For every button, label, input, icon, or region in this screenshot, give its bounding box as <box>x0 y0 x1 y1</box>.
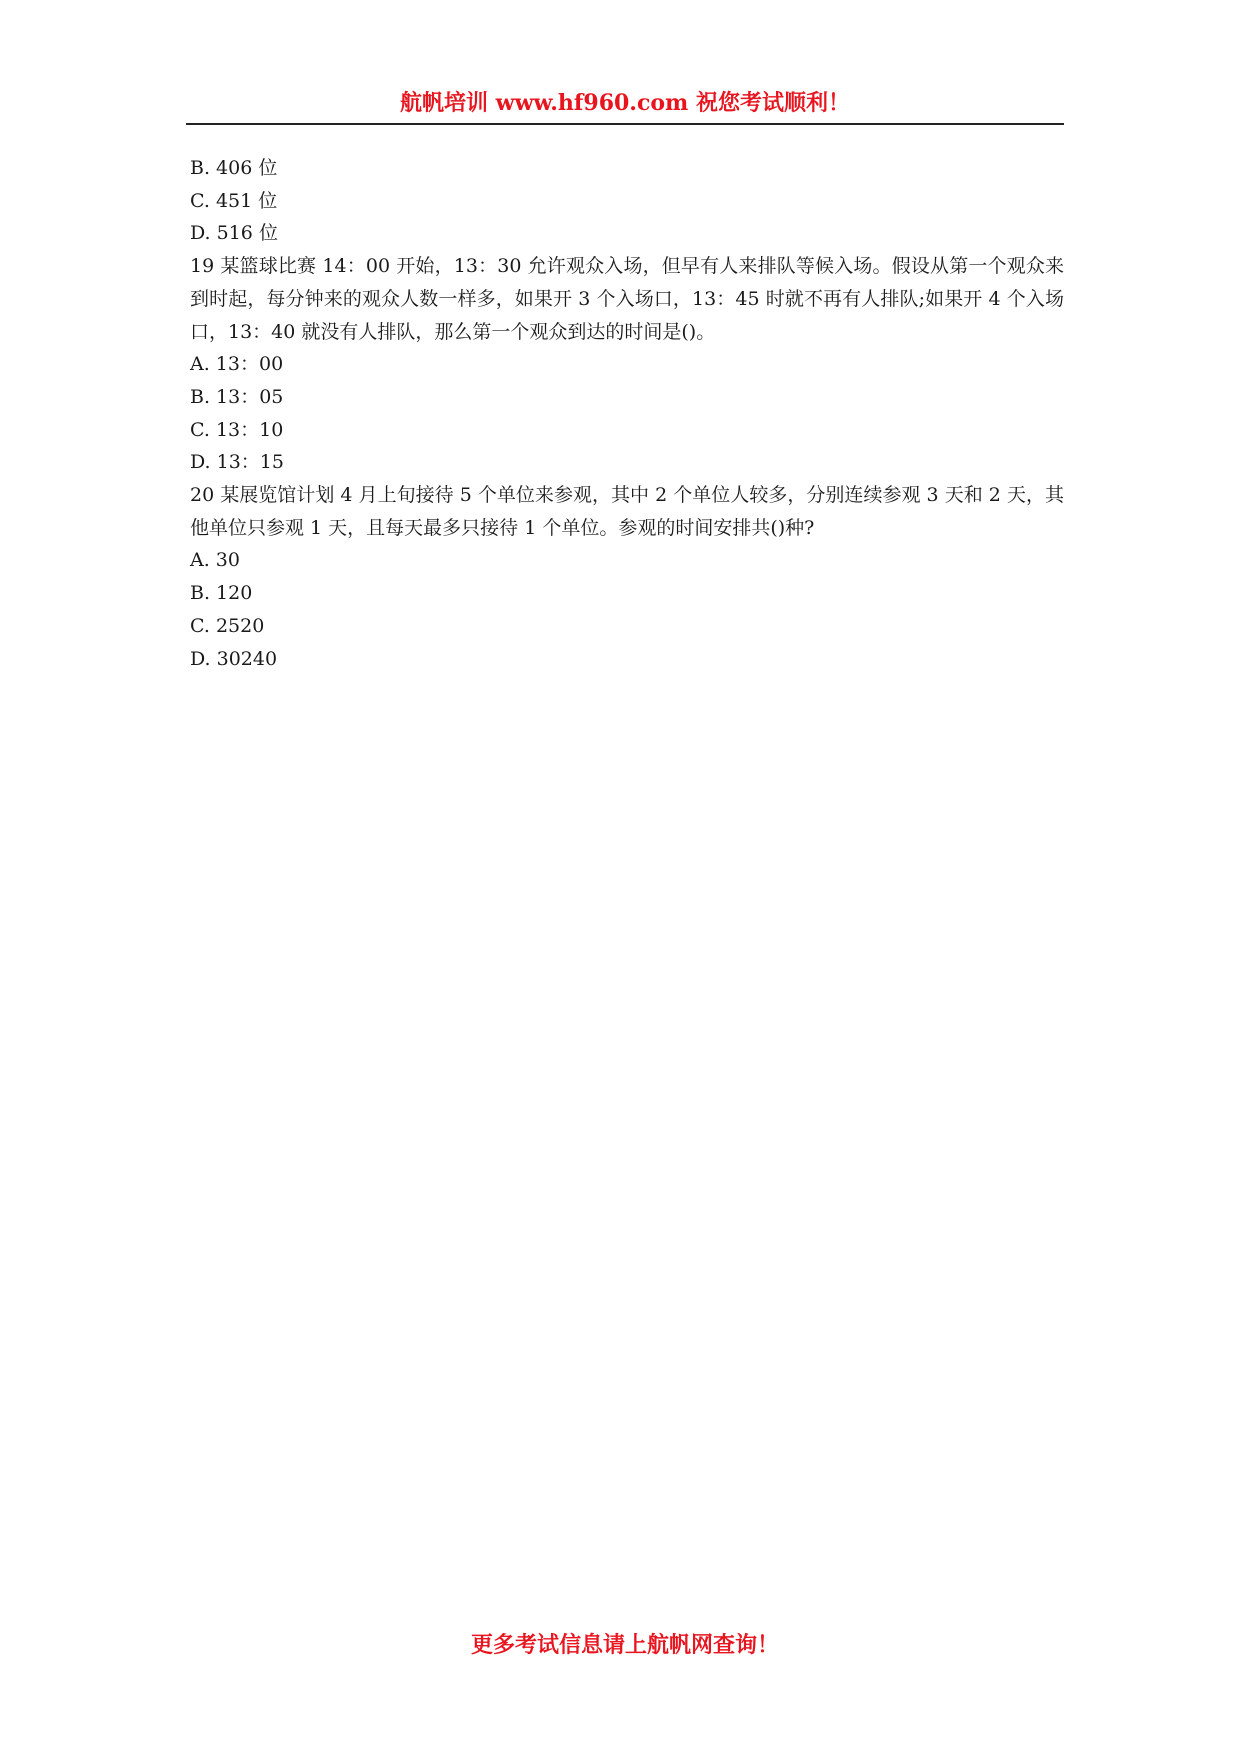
header-divider <box>186 123 1064 125</box>
question-20-option-c: C. 2520 <box>190 614 265 637</box>
page-header: 航帆培训 www.hf960.com 祝您考试顺利！ <box>400 90 850 116</box>
question-19-option-a: A. 13：00 <box>190 353 284 376</box>
question-20-text: 20 某展览馆计划 4 月上旬接待 5 个单位来参观，其中 2 个单位人较多，分别连续参观 3 天和 2 天，其他单位只参观 1 天，且每天最多只接待 1 个单位。参观的时间安排共()种? <box>190 484 1064 539</box>
question-20-option-b: B. 120 <box>190 582 253 605</box>
question-19-text: 19 某篮球比赛 14：00 开始，13：30 允许观众入场，但早有人来排队等候入场。假设从第一个观众来到时起，每分钟来的观众人数一样多，如果开 3 个入场口，13：45 时就不再有人排队;如果开 4 个入场口，13：40 就没有人排队，那么第一个观众到达的时间是()。 <box>190 255 1064 343</box>
option-prev-b: B. 406 位 <box>190 157 278 179</box>
question-19-option-b: B. 13：05 <box>190 385 284 408</box>
question-19-option-d: D. 13：15 <box>190 451 284 474</box>
document-body <box>190 152 1064 675</box>
question-20-option-d: D. 30240 <box>190 647 278 670</box>
option-prev-c: C. 451 位 <box>190 189 278 212</box>
option-prev-d: D. 516 位 <box>190 222 278 245</box>
question-19-option-c: C. 13：10 <box>190 418 284 441</box>
question-20-option-a: A. 30 <box>190 549 240 572</box>
page-footer: 更多考试信息请上航帆网查询！ <box>470 1632 779 1658</box>
